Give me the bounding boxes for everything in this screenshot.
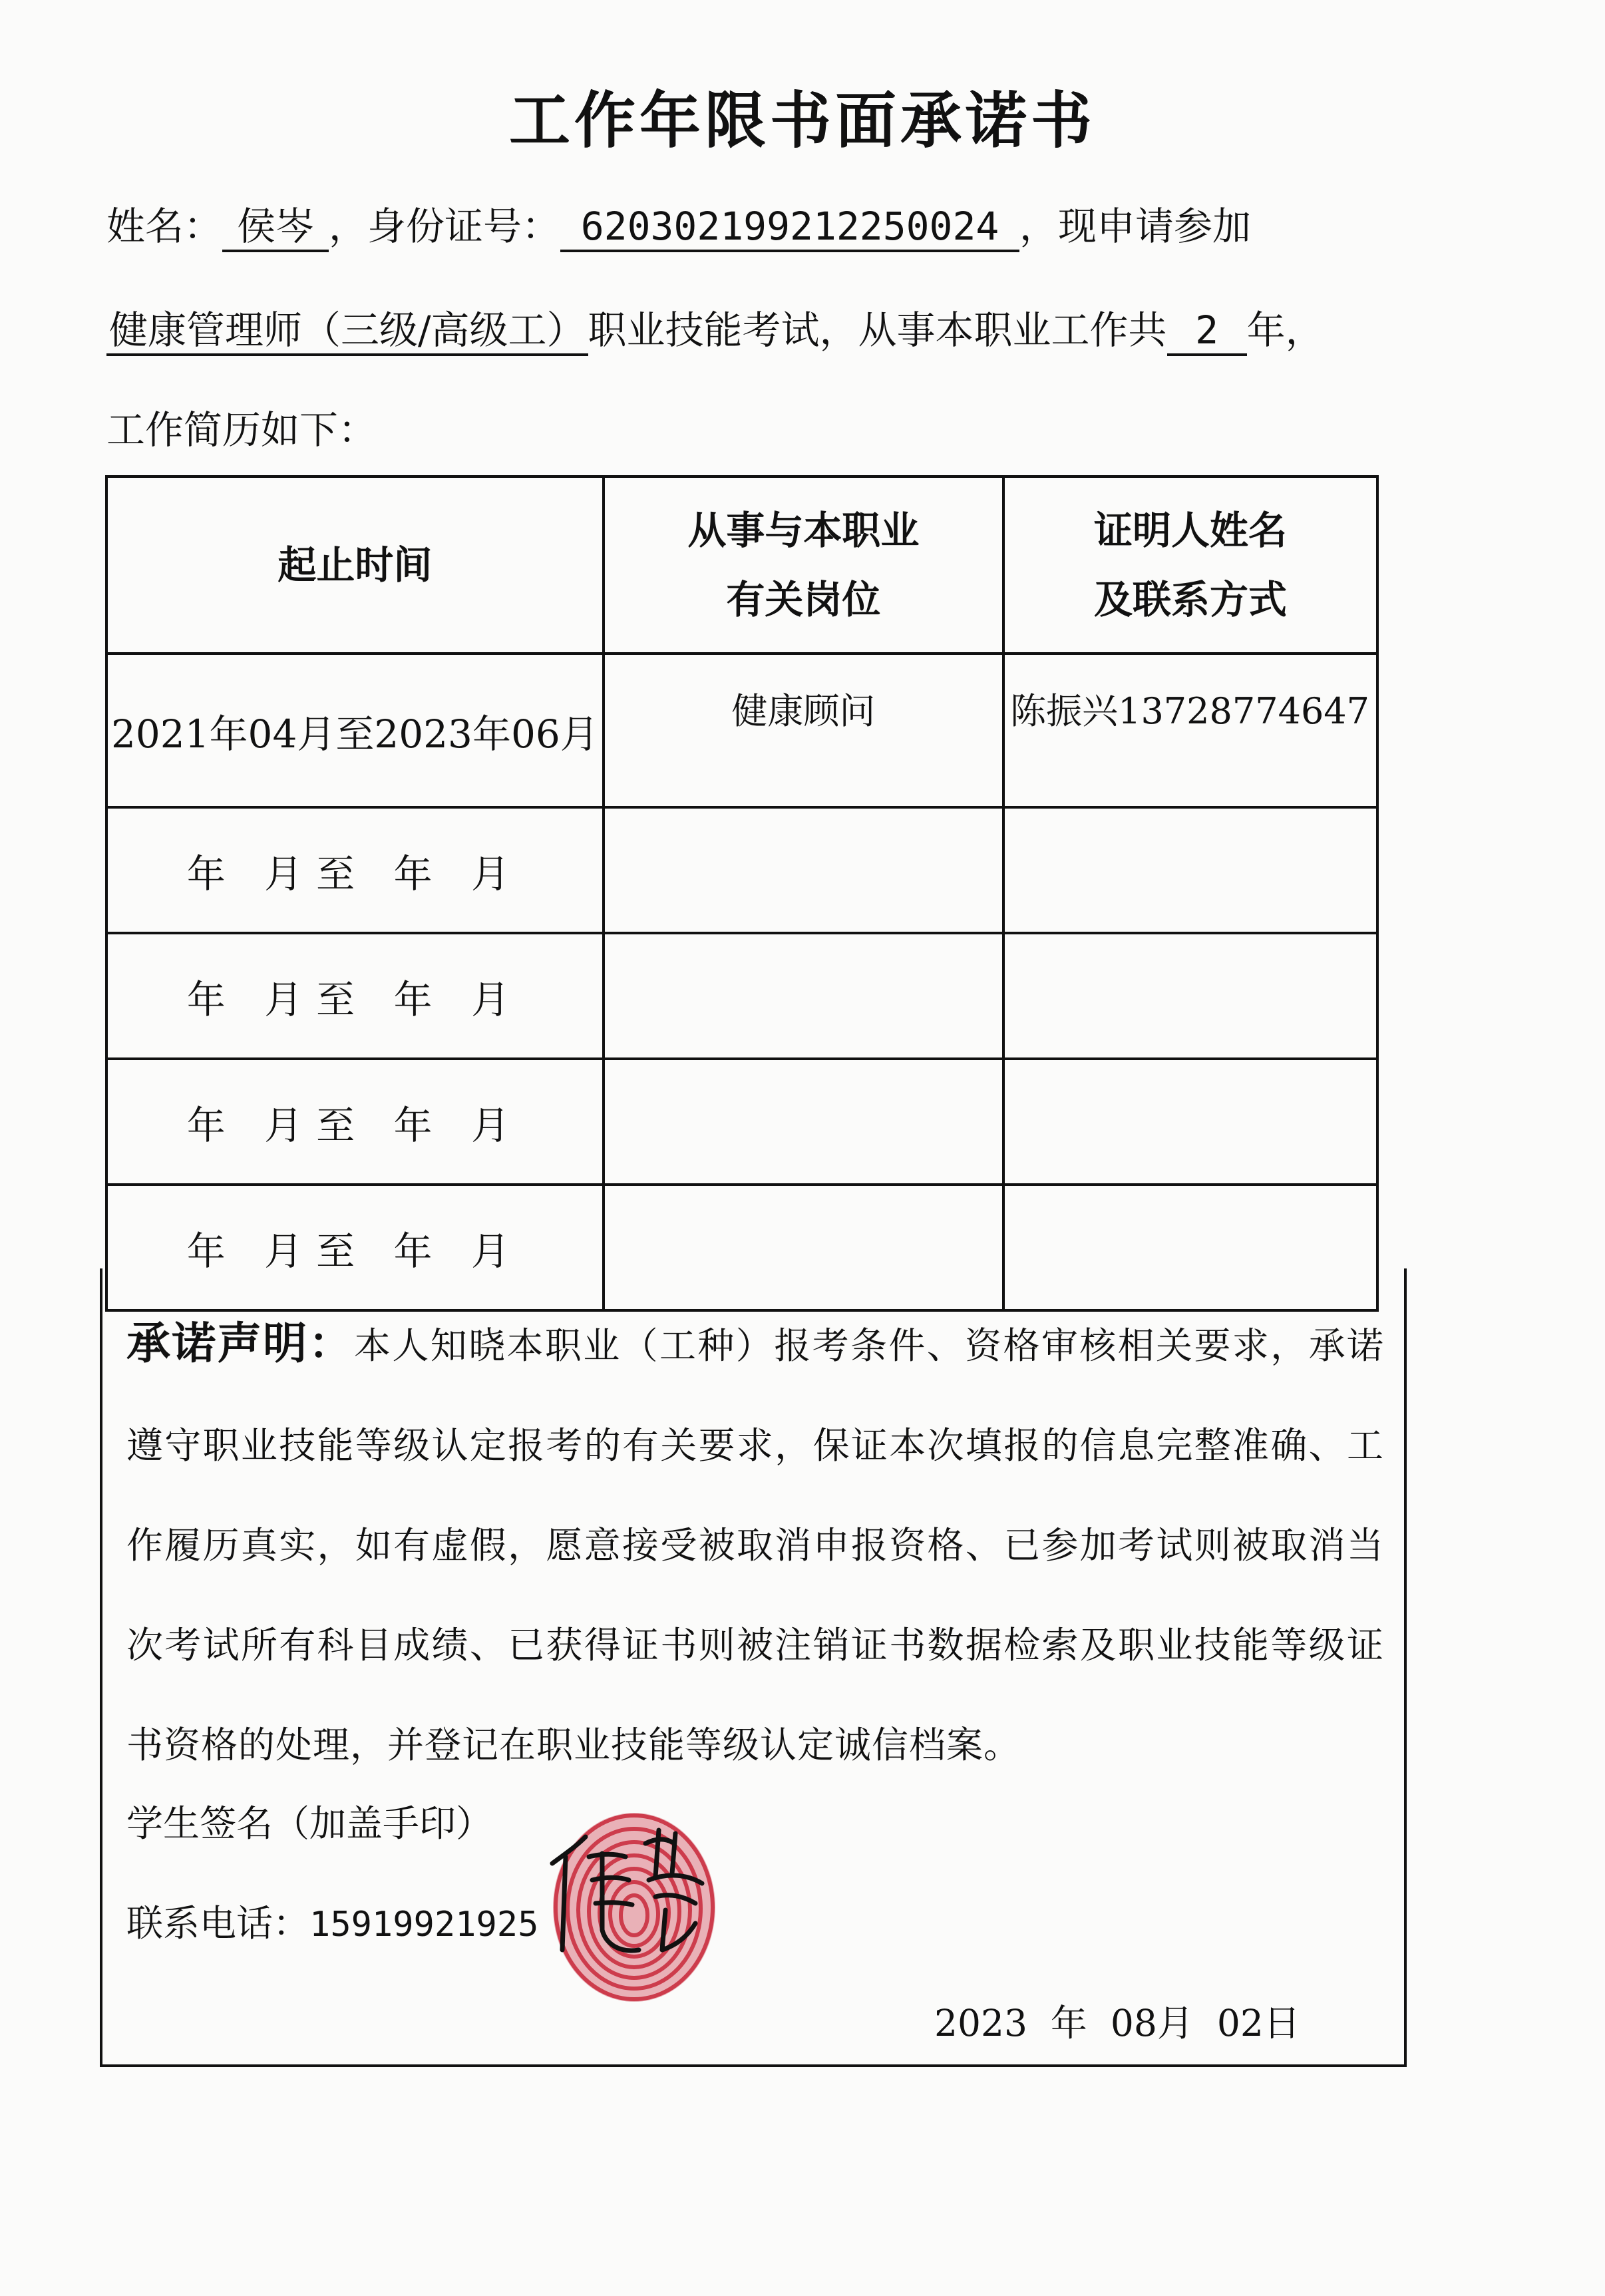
work-years: 2 xyxy=(1167,307,1247,356)
handwritten-signature xyxy=(539,1817,719,1970)
table-row xyxy=(106,933,1377,1059)
row-reference: 陈振兴13728774647 xyxy=(1003,654,1377,807)
declaration-box xyxy=(100,1268,1407,2067)
phone-label: 联系电话： xyxy=(126,1902,310,1945)
signature-label: 学生签名（加盖手印） xyxy=(126,1802,493,1845)
apply-text: ，现申请参加 xyxy=(1019,204,1252,249)
declaration-label: 承诺声明： xyxy=(126,1318,354,1369)
name-label: 姓名： xyxy=(106,204,223,249)
work-history-table xyxy=(105,475,1379,1312)
table-row xyxy=(106,1059,1377,1185)
table-row xyxy=(106,654,1377,807)
row-post xyxy=(604,933,1003,1059)
header-time: 起止时间 xyxy=(106,477,604,654)
row-time: 年 月至 年 月 xyxy=(106,1059,604,1185)
applicant-name: 侯岑 xyxy=(222,203,329,252)
header-reference: 证明人姓名 及联系方式 xyxy=(1003,477,1377,654)
phone-line xyxy=(126,1894,538,1947)
row-post: 健康顾问 xyxy=(604,654,1003,807)
table-row xyxy=(106,807,1377,933)
phone-number: 15919921925 xyxy=(309,1905,539,1945)
header-post: 从事与本职业 有关岗位 xyxy=(604,477,1003,654)
resume-intro: 工作简历如下： xyxy=(106,407,377,453)
row-time: 年 月至 年 月 xyxy=(106,1185,604,1310)
declaration-text: 本人知晓本职业（工种）报考条件、资格审核相关要求，承诺遵守职业技能等级认定报考的有关要求，保证本次填报的信息完整准确、工作履历真实，如有虚假，愿意接受被取消申报资格、已参加考试则被取消当次考试所有科目成绩、已获得证书则被注销证书数据检索及职业技能等级证书资格的处理，并登记在职业技能等级认定诚信档案。 xyxy=(126,1324,1384,1766)
row-reference xyxy=(1003,807,1377,933)
row-post xyxy=(604,1059,1003,1185)
exam-text: 职业技能考试，从事本职业工作共 xyxy=(588,307,1167,353)
row-reference xyxy=(1003,933,1377,1059)
table-header-row xyxy=(106,477,1377,654)
applicant-line-1 xyxy=(106,200,1251,253)
row-reference xyxy=(1003,1059,1377,1185)
declaration-paragraph xyxy=(126,1294,1384,1795)
row-time: 2021年04月至2023年06月 xyxy=(106,654,604,807)
row-time: 年 月至 年 月 xyxy=(106,807,604,933)
sign-date: 2023 年 08月 02日 xyxy=(934,2002,1300,2044)
years-unit: 年， xyxy=(1246,307,1324,353)
row-time: 年 月至 年 月 xyxy=(106,933,604,1059)
applicant-line-2 xyxy=(106,303,1324,357)
id-number: 620302199212250024 xyxy=(560,203,1019,252)
occupation-name: 健康管理师（三级/高级工） xyxy=(106,307,588,356)
row-post xyxy=(604,807,1003,933)
id-label: ，身份证号： xyxy=(329,204,561,249)
document-title: 工作年限书面承诺书 xyxy=(508,85,1096,156)
